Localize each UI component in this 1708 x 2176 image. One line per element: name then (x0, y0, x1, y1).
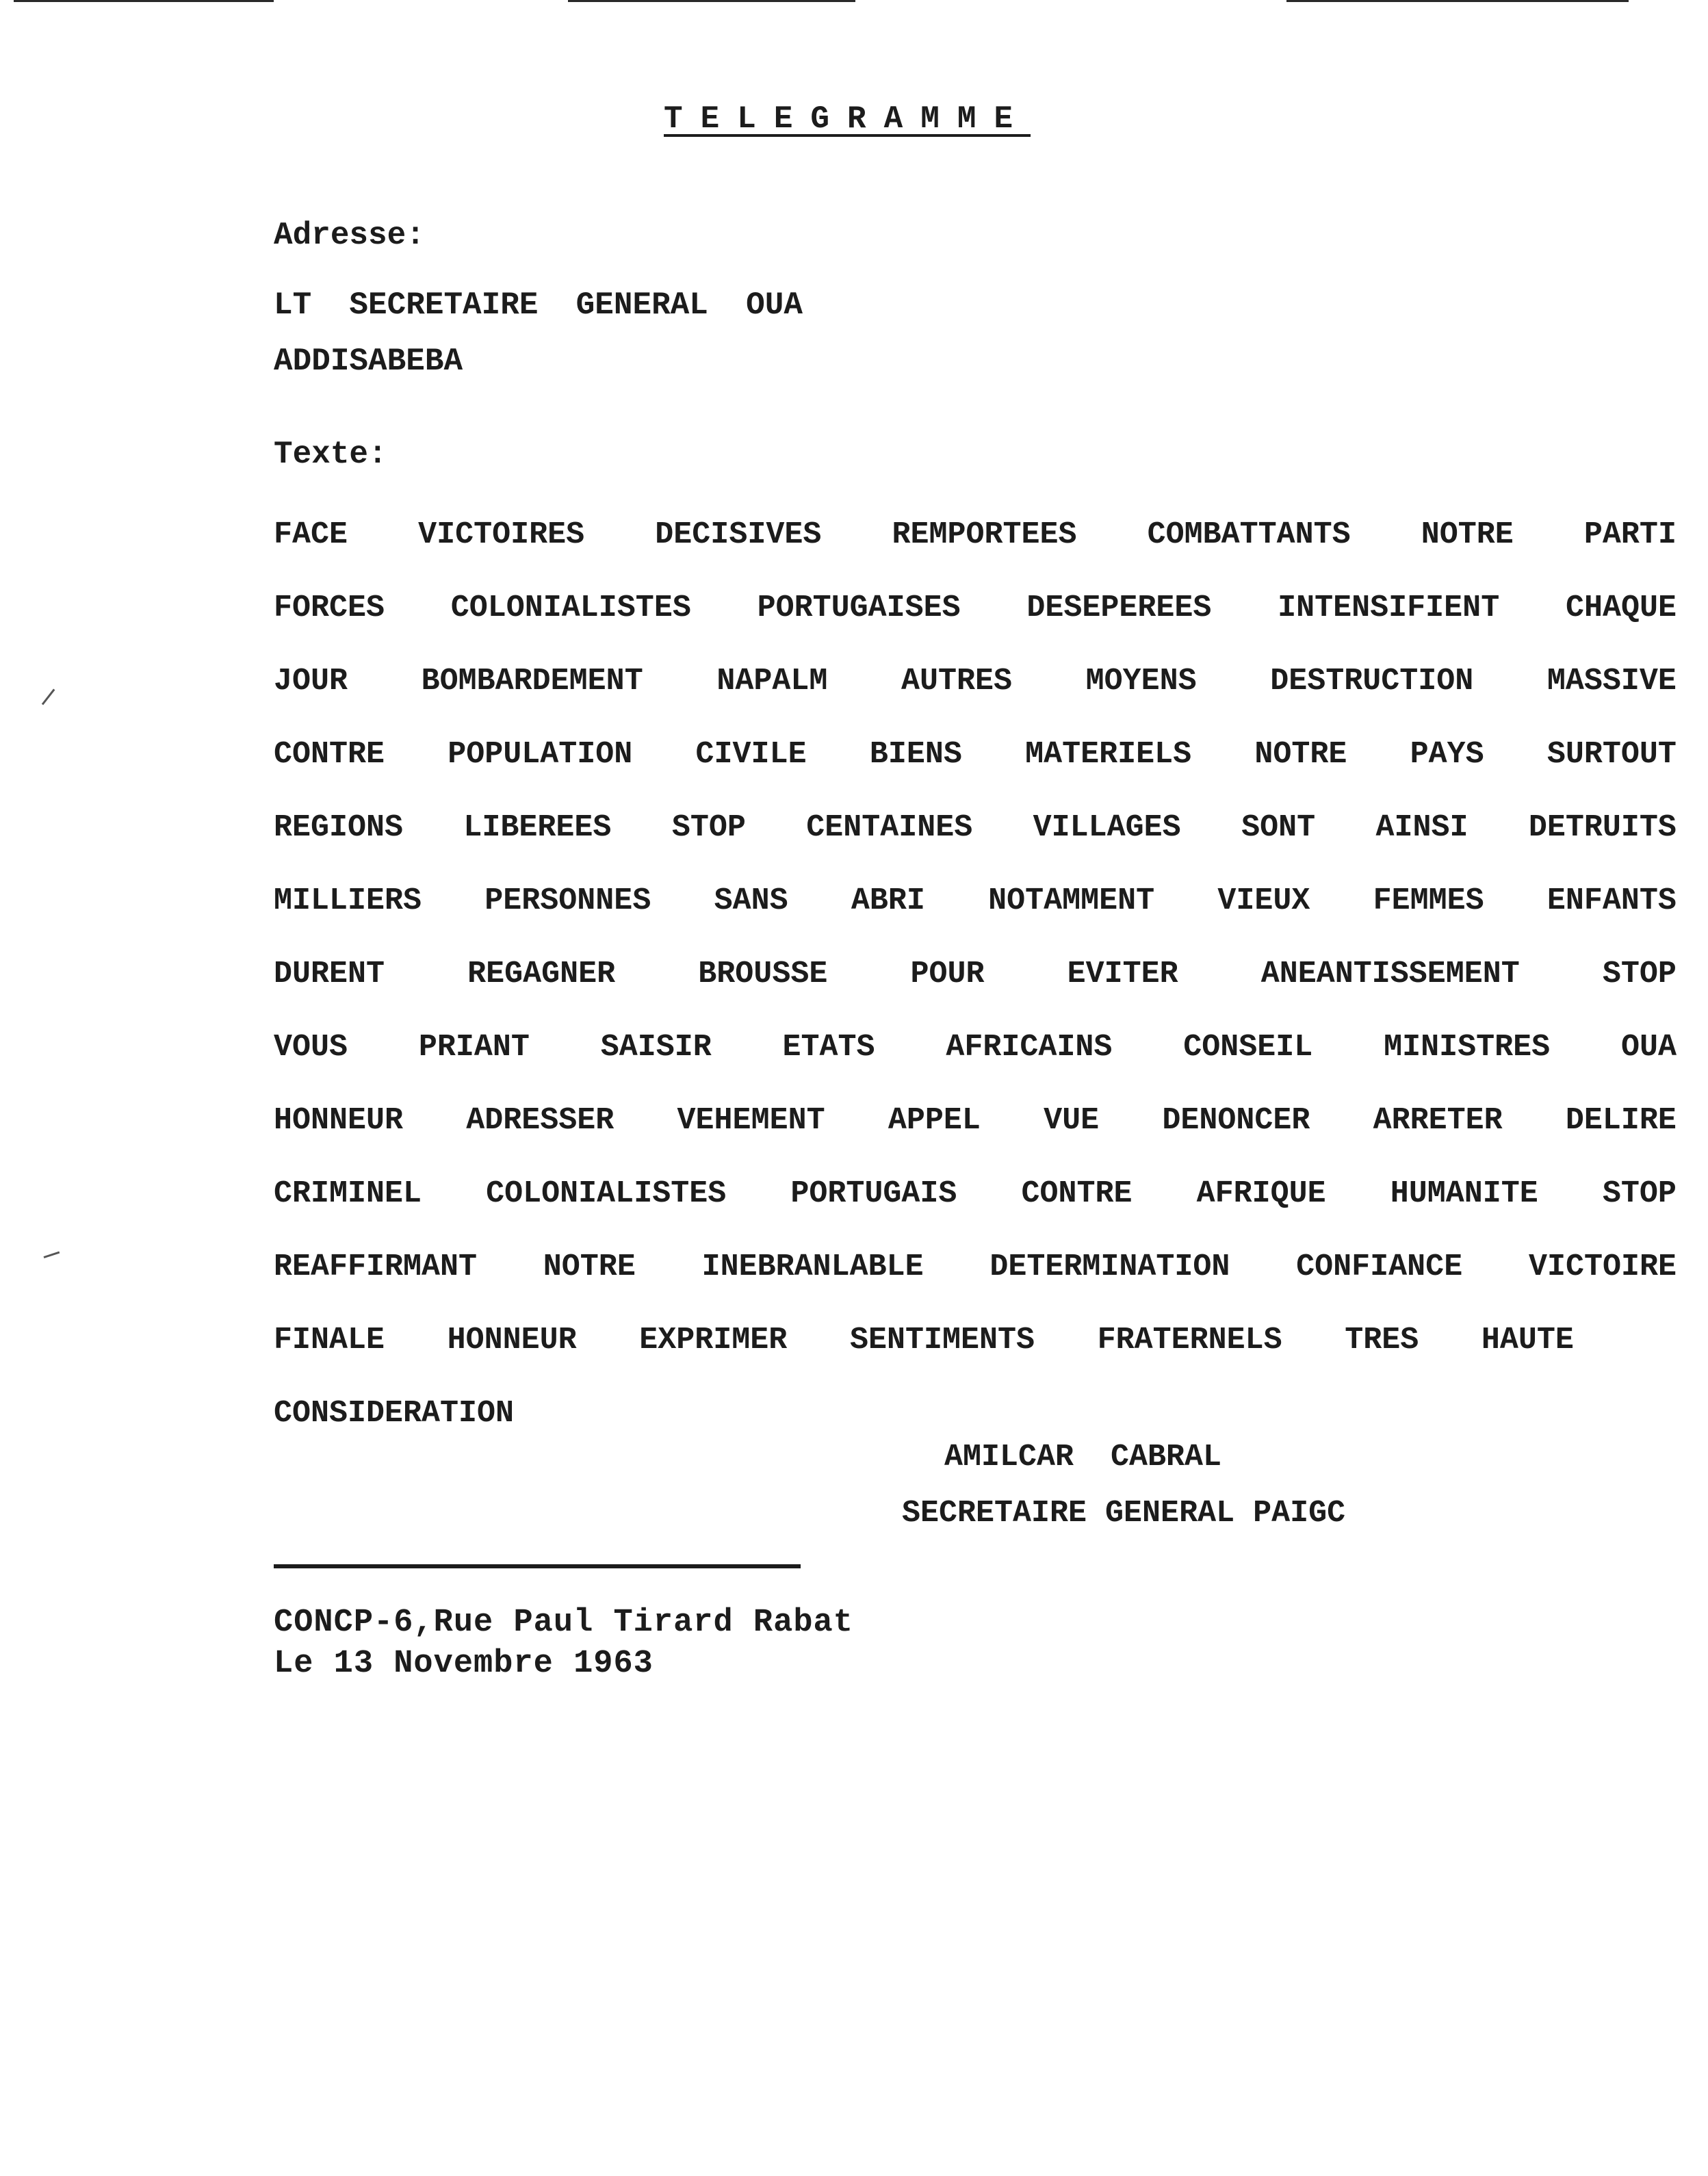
body-word: NOTRE (543, 1249, 636, 1284)
body-word: SONT (1241, 810, 1316, 845)
body-word: JOUR (274, 664, 348, 699)
body-word: PAYS (1410, 737, 1484, 772)
body-line (274, 1320, 1574, 1393)
body-line (274, 734, 1677, 807)
body-word: REGAGNER (467, 957, 616, 992)
body-word: STOP (1602, 1176, 1677, 1211)
body-word: DENONCER (1162, 1103, 1310, 1138)
address-recipient: LT SECRETAIRE GENERAL OUA (274, 287, 803, 323)
footer-address: CONCP-6,Rue Paul Tirard Rabat (274, 1605, 853, 1641)
body-word: CHAQUE (1565, 591, 1677, 625)
body-word: HONNEUR (447, 1323, 577, 1358)
body-word: AUTRES (901, 664, 1012, 699)
margin-mark (44, 1252, 60, 1258)
body-word: CONTRE (274, 737, 385, 772)
body-word: VOUS (274, 1030, 348, 1065)
body-word: MILLIERS (274, 883, 422, 918)
body-word: LIBEREES (463, 810, 612, 845)
scan-edge-mark (568, 0, 855, 2)
body-word: PORTUGAIS (790, 1176, 957, 1211)
body-word: NOTRE (1421, 517, 1514, 552)
body-word: COMBATTANTS (1147, 517, 1351, 552)
body-word: ENFANTS (1547, 883, 1677, 918)
body-word: EVITER (1067, 957, 1178, 992)
body-word: BROUSSE (698, 957, 828, 992)
footer-date: Le 13 Novembre 1963 (274, 1646, 654, 1682)
body-word: HAUTE (1481, 1323, 1574, 1358)
body-word: FEMMES (1373, 883, 1484, 918)
body-word: SURTOUT (1547, 737, 1677, 772)
body-word: FINALE (274, 1323, 385, 1358)
address-city: ADDISABEBA (274, 344, 463, 379)
body-word: ETATS (782, 1030, 875, 1065)
body-word: VEHEMENT (677, 1103, 825, 1138)
body-word: MOYENS (1085, 664, 1197, 699)
body-word: STOP (1602, 957, 1677, 992)
body-word: ADRESSER (466, 1103, 614, 1138)
body-word: STOP (671, 810, 746, 845)
body-word: MINISTRES (1384, 1030, 1551, 1065)
body-word: SENTIMENTS (849, 1323, 1035, 1358)
body-line (274, 954, 1677, 1027)
body-word: CONTRE (1021, 1176, 1133, 1211)
body-word: APPEL (888, 1103, 981, 1138)
body-word: PERSONNES (484, 883, 651, 918)
body-word: REMPORTEES (892, 517, 1077, 552)
body-word: SAISIR (600, 1030, 712, 1065)
body-word: BOMBARDEMENT (421, 664, 643, 699)
body-word: NOTRE (1254, 737, 1347, 772)
body-line (274, 1174, 1677, 1247)
body-word: NAPALM (716, 664, 828, 699)
body-word: SANS (714, 883, 788, 918)
body-word: COLONIALISTES (486, 1176, 727, 1211)
address-label: Adresse: (274, 218, 425, 253)
body-word: INEBRANLABLE (701, 1249, 924, 1284)
body-word: ABRI (851, 883, 925, 918)
body-word: CONSEIL (1183, 1030, 1313, 1065)
body-word: AFRIQUE (1196, 1176, 1326, 1211)
body-word: ANEANTISSEMENT (1260, 957, 1520, 992)
body-word: DECISIVES (655, 517, 822, 552)
signature-title: SECRETAIRE GENERAL PAIGC (902, 1496, 1346, 1531)
body-word: AINSI (1375, 810, 1468, 845)
body-word: HONNEUR (274, 1103, 404, 1138)
body-word: VICTOIRE (1528, 1249, 1677, 1284)
body-word: VUE (1044, 1103, 1100, 1138)
body-word: HUMANITE (1390, 1176, 1538, 1211)
body-word: EXPRIMER (639, 1323, 788, 1358)
signature-name: AMILCAR CABRAL (944, 1440, 1222, 1475)
body-word: OUA (1620, 1030, 1677, 1065)
body-word: POPULATION (448, 737, 633, 772)
body-word: DELIRE (1565, 1103, 1677, 1138)
body-word: CRIMINEL (274, 1176, 422, 1211)
body-word: CIVILE (695, 737, 807, 772)
body-word: REAFFIRMANT (274, 1249, 478, 1284)
body-word: PRIANT (418, 1030, 530, 1065)
body-word: DESEPEREES (1026, 591, 1212, 625)
body-word: PARTI (1583, 517, 1677, 552)
body-word: AFRICAINS (946, 1030, 1113, 1065)
body-line (274, 1027, 1677, 1100)
scan-edge-mark (1286, 0, 1629, 2)
body-line (274, 515, 1677, 588)
body-word: VIEUX (1217, 883, 1310, 918)
body-word: FORCES (274, 591, 385, 625)
body-word: COLONIALISTES (450, 591, 691, 625)
body-line (274, 881, 1677, 954)
body-word: MATERIELS (1025, 737, 1192, 772)
body-line (274, 1100, 1677, 1174)
body-line (274, 661, 1677, 734)
telegram-body (274, 515, 1677, 1466)
body-line (274, 1247, 1677, 1320)
body-word: DESTRUCTION (1270, 664, 1474, 699)
body-line (274, 807, 1677, 881)
body-word: VICTOIRES (418, 517, 585, 552)
body-word: FRATERNELS (1097, 1323, 1282, 1358)
body-word: DETRUITS (1528, 810, 1677, 845)
body-word: DURENT (274, 957, 385, 992)
body-word: TRES (1345, 1323, 1419, 1358)
body-word: POUR (910, 957, 985, 992)
body-word: REGIONS (274, 810, 404, 845)
body-word: BIENS (869, 737, 962, 772)
body-line (274, 588, 1677, 661)
body-word: CENTAINES (806, 810, 973, 845)
body-word: CONFIANCE (1296, 1249, 1463, 1284)
body-word: MASSIVE (1547, 664, 1677, 699)
body-word: FACE (274, 517, 348, 552)
scan-edge-mark (14, 0, 274, 2)
body-word: INTENSIFIENT (1278, 591, 1500, 625)
document-title: TELEGRAMME (664, 101, 1031, 137)
divider-rule (274, 1564, 801, 1568)
body-word: CONSIDERATION (274, 1396, 515, 1431)
text-label: Texte: (274, 437, 387, 472)
body-word: DETERMINATION (989, 1249, 1230, 1284)
body-word: PORTUGAISES (757, 591, 961, 625)
body-word: NOTAMMENT (988, 883, 1155, 918)
body-word: VILLAGES (1033, 810, 1181, 845)
margin-mark (42, 689, 55, 705)
body-word: ARRETER (1373, 1103, 1503, 1138)
